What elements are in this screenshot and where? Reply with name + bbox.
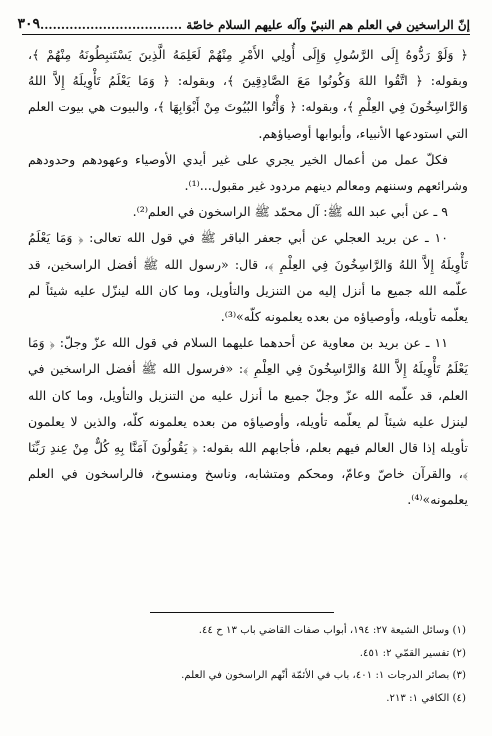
hadith-9: ٩ ـ عن أبي عبد الله ﷺ: آل محمّد ﷺ الراسخون في العلم⁽²⁾. <box>132 204 448 220</box>
main-text <box>28 42 468 514</box>
running-header <box>17 12 470 35</box>
paragraph-quran-verses: ﴿ وَلَوْ رَدُّوهُ إِلَى الرَّسُولِ وَإِلَى أُولِي الأَمْرِ مِنْهُمْ لَعَلِمَهُ الَّذِينَ يَسْتَنبِطُونَهُ مِنْهُمْ ﴾، وبقوله: ﴿ اتَّقُوا اللهَ وَكُونُوا مَعَ الصَّادِقِينَ ﴾، وبقوله: ﴿ وَمَا يَعْلَمُ تَأْوِيلَهُ إِلاَّ اللهُ وَالرَّاسِخُونَ فِي العِلْمِ ﴾، وبقوله: ﴿ وَأْتُوا البُيُوتَ مِنْ أَبْوَابِهَا ﴾، والبيوت هي بيوت العلم التي استودعها الأنبياء، وأبوابها أوصياؤهم. <box>28 47 468 141</box>
footnote-4: (٤) الكافي ١: ٢١٣. <box>386 692 466 704</box>
footnotes <box>28 620 466 710</box>
running-title: إنّ الراسخين في العلم هم النبيّ وآله عليهم السلام خاصّة .................................. <box>40 18 470 32</box>
hadith-11: ١١ ـ عن بريد بن معاوية عن أحدهما عليهما السلام في قول الله عزّ وجلّ: ﴿ وَمَا يَعْلَمُ تَأْوِيلَهُ إِلاَّ اللهُ وَالرَّاسِخُونَ فِي العِلْمِ ﴾: «فرسول الله ﷺ أفضل الراسخين في العلم، قد علّمه الله عزّ وجلّ جميع ما أنزل عليه من التنزيل والتأويل، وما كان الله لينزل عليه شيئاً لم يعلّمه تأويله، وأوصياؤه من بعده يعلمونه كلّه، والذين لا يعلمون تأويله إذا قال العالم فيهم بعلم، فأجابهم الله بقوله: ﴿ يَقُولُونَ آمَنَّا بِهِ كُلٌّ مِنْ عِندِ رَبِّنَا ﴾، والقرآن خاصّ وعامّ، ومحكم ومتشابه، وناسخ ومنسوخ، فالراسخون في العلم يعلمونه»⁽⁴⁾. <box>28 335 468 508</box>
page-number: ٣٠٩ <box>17 16 41 32</box>
paragraph-good-deeds: فكلّ عمل من أعمال الخير يجري على غير أيدي الأوصياء وعهودهم وحدودهم وشرائعهم وسننهم ومعالم دينهم مردود غير مقبول...⁽¹⁾. <box>28 151 468 194</box>
footnote-separator <box>150 612 334 613</box>
footnote-2: (٢) تفسير القمّي ٢: ٤٥١. <box>359 647 466 659</box>
hadith-10: ١٠ ـ عن بريد العجلي عن أبي جعفر الباقر ﷺ في قول الله تعالى: ﴿ وَمَا يَعْلَمُ تَأْوِيلَهُ إِلاَّ اللهُ وَالرَّاسِخُونَ فِي العِلْمِ ﴾، قال: «رسول الله ﷺ أفضل الراسخين، قد علّمه الله جميع ما أنزل إليه من التنزيل والتأويل، وما كان الله لينزّل عليه شيئاً لم يعلّمه تأويله، وأوصياؤه من بعده يعلمونه كلّه»⁽³⁾. <box>28 230 468 325</box>
footnote-3: (٣) بصائر الدرجات ١: ٤٠١، باب في الأئمّة أنّهم الراسخون في العلم. <box>181 670 466 681</box>
footnote-1: (١) وسائل الشيعة ٢٧: ١٩٤، أبواب صفات القاضي باب ١٣ ح ٤٤. <box>198 625 466 636</box>
